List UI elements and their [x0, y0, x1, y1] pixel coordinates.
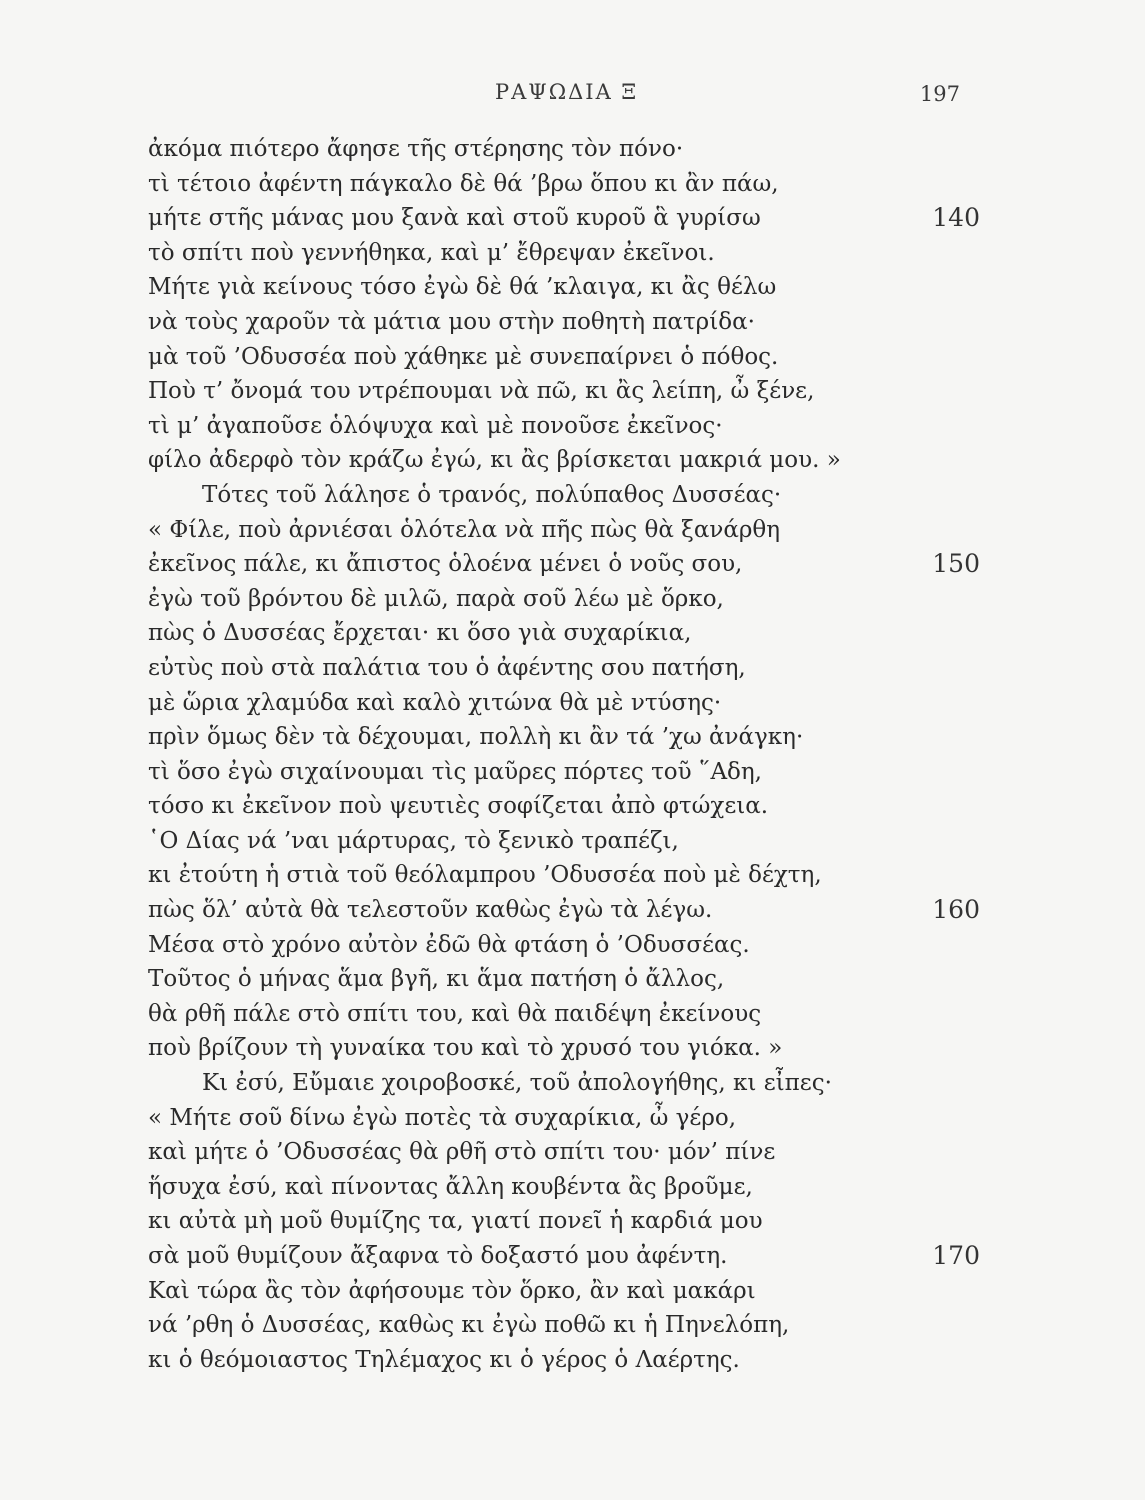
- line-number: 150: [932, 549, 980, 579]
- verse-line: [148, 305, 988, 340]
- verse-line-text: Μέσα στὸ χρόνο αὐτὸν ἐδῶ θὰ φτάση ὁ ’Οδυσσέας.: [148, 931, 750, 958]
- verse-line-text: εὐτὺς ποὺ στὰ παλάτια του ὁ ἀφέντης σου πατήση,: [148, 654, 746, 681]
- verse-line-text: καὶ μήτε ὁ ’Οδυσσέας θὰ ρθῆ στὸ σπίτι του· μόν’ πίνε: [148, 1139, 776, 1166]
- verse-line-text: μὰ τοῦ ’Οδυσσέα ποὺ χάθηκε μὲ συνεπαίρνει ὁ πόθος.: [148, 343, 779, 370]
- verse-line-text: πρὶν ὅμως δὲν τὰ δέχουμαι, πολλὴ κι ἂν τά ’χω ἀνάγκη·: [148, 724, 804, 751]
- verse-line: [148, 547, 988, 582]
- verse-line-text: ἀκόμα πιότερο ἄφησε τῆς στέρησης τὸν πόνο·: [148, 136, 684, 162]
- page-number: 197: [919, 82, 960, 106]
- verse-line: [148, 962, 988, 997]
- verse-line-text: μήτε στῆς μάνας μου ξανὰ καὶ στοῦ κυροῦ ἃ γυρίσω: [148, 205, 761, 232]
- line-number: 160: [932, 895, 980, 925]
- verse-line-text: τὶ μ’ ἀγαποῦσε ὁλόψυχα καὶ μὲ πονοῦσε ἐκεῖνος·: [148, 412, 723, 439]
- verse-line-text: ἐκεῖνος πάλε, κι ἄπιστος ὁλοένα μένει ὁ νοῦς σου,: [148, 551, 743, 578]
- verse-line: [148, 616, 988, 651]
- running-title: ΡΑΨΩΔΙΑ Ξ: [495, 80, 639, 104]
- verse-line-text: Τότες τοῦ λάλησε ὁ τρανός, πολύπαθος Δυσσέας·: [202, 481, 782, 508]
- verse-line: [148, 443, 988, 478]
- verse-block: [148, 132, 988, 1377]
- verse-line: [148, 340, 988, 375]
- verse-line-text: μὲ ὥρια χλαμύδα καὶ καλὸ χιτώνα θὰ μὲ ντύσης·: [148, 689, 722, 716]
- verse-line: [148, 789, 988, 824]
- verse-line: [148, 1239, 988, 1274]
- verse-line-text: ἥσυχα ἐσύ, καὶ πίνοντας ἄλλη κουβέντα ἂς βροῦμε,: [148, 1173, 753, 1200]
- verse-line-text: θὰ ρθῆ πάλε στὸ σπίτι του, καὶ θὰ παιδέψη ἐκείνους: [148, 1000, 762, 1027]
- verse-line: [148, 236, 988, 271]
- verse-line-text: ποὺ βρίζουν τὴ γυναίκα του καὶ τὸ χρυσό του γιόκα. »: [148, 1035, 783, 1062]
- verse-line-text: τὶ τέτοιο ἀφέντη πάγκαλο δὲ θά ’βρω ὅπου κι ἂν πάω,: [148, 170, 779, 197]
- verse-line-text: « Φίλε, ποὺ ἀρνιέσαι ὁλότελα νὰ πῆς πὼς θὰ ξανάρθη: [148, 516, 781, 543]
- verse-line: [148, 1101, 988, 1136]
- line-number: 170: [932, 1241, 980, 1270]
- verse-line: [148, 720, 988, 755]
- verse-line: [148, 513, 988, 548]
- verse-line-text: Καὶ τώρα ἂς τὸν ἀφήσουμε τὸν ὅρκο, ἂν καὶ μακάρι: [148, 1277, 756, 1304]
- verse-line-text: τόσο κι ἐκεῖνον ποὺ ψευτιὲς σοφίζεται ἀπὸ φτώχεια.: [148, 793, 769, 820]
- verse-line-text: Μήτε γιὰ κείνους τόσο ἐγὼ δὲ θά ’κλαιγα, κι ἂς θέλω: [148, 274, 777, 301]
- verse-line: [148, 374, 988, 409]
- verse-line: [148, 1135, 988, 1170]
- verse-line: [148, 651, 988, 686]
- verse-line: [148, 1308, 988, 1343]
- verse-line: [148, 686, 988, 721]
- verse-line: [148, 1066, 988, 1101]
- verse-line: [148, 858, 988, 893]
- verse-line: [148, 478, 988, 513]
- verse-line-text: ῾Ο Δίας νά ’ναι μάρτυρας, τὸ ξενικὸ τραπέζι,: [148, 827, 679, 854]
- verse-line-text: τὸ σπίτι ποὺ γεννήθηκα, καὶ μ’ ἔθρεψαν ἐκεῖνοι.: [148, 239, 715, 266]
- verse-line: [148, 1343, 988, 1378]
- verse-line-text: τὶ ὅσο ἐγὼ σιχαίνουμαι τὶς μαῦρες πόρτες τοῦ ῞Αδη,: [148, 758, 762, 785]
- verse-line: [148, 1031, 988, 1066]
- verse-line-text: κι αὐτὰ μὴ μοῦ θυμίζης τα, γιατί πονεῖ ἡ καρδιά μου: [148, 1208, 763, 1235]
- verse-line-text: σὰ μοῦ θυμίζουν ἄξαφνα τὸ δοξαστό μου ἀφέντη.: [148, 1243, 728, 1269]
- verse-line-text: φίλο ἀδερφὸ τὸν κράζω ἐγώ, κι ἂς βρίσκεται μακριά μου. »: [148, 447, 841, 474]
- verse-line: [148, 582, 988, 617]
- line-number: 140: [932, 203, 980, 233]
- verse-line: [148, 409, 988, 444]
- verse-line-text: κι ἐτούτη ἡ στιὰ τοῦ θεόλαμπρου ’Οδυσσέα ποὺ μὲ δέχτη,: [148, 862, 822, 889]
- verse-line: [148, 755, 988, 790]
- verse-line: [148, 893, 988, 928]
- verse-line-text: πὼς ὁ Δυσσέας ἔρχεται· κι ὅσο γιὰ συχαρίκια,: [148, 620, 692, 647]
- verse-line: [148, 270, 988, 305]
- page-header: [0, 80, 1145, 112]
- verse-line-text: κι ὁ θεόμοιαστος Τηλέμαχος κι ὁ γέρος ὁ Λαέρτης.: [148, 1346, 740, 1373]
- verse-line: [148, 167, 988, 202]
- verse-line-text: Τοῦτος ὁ μήνας ἅμα βγῆ, κι ἅμα πατήση ὁ ἄλλος,: [148, 966, 725, 993]
- verse-line: [148, 1274, 988, 1309]
- verse-line-text: ἐγὼ τοῦ βρόντου δὲ μιλῶ, παρὰ σοῦ λέω μὲ ὅρκο,: [148, 585, 724, 612]
- verse-line-text: Κι ἐσύ, Εὔμαιε χοιροβοσκέ, τοῦ ἀπολογήθης, κι εἶπες·: [202, 1070, 832, 1097]
- verse-line-text: « Μήτε σοῦ δίνω ἐγὼ ποτὲς τὰ συχαρίκια, ὦ γέρο,: [148, 1104, 737, 1131]
- verse-line: [148, 201, 988, 236]
- verse-line: [148, 997, 988, 1032]
- verse-line: [148, 928, 988, 963]
- verse-line: [148, 1170, 988, 1205]
- verse-line: [148, 1204, 988, 1239]
- verse-line-text: νά ’ρθη ὁ Δυσσέας, καθὼς κι ἐγὼ ποθῶ κι ἡ Πηνελόπη,: [148, 1312, 790, 1339]
- verse-line: [148, 132, 988, 167]
- verse-line-text: νὰ τοὺς χαροῦν τὰ μάτια μου στὴν ποθητὴ πατρίδα·: [148, 308, 755, 335]
- verse-line-text: πὼς ὅλ’ αὐτὰ θὰ τελεστοῦν καθὼς ἐγὼ τὰ λέγω.: [148, 897, 713, 924]
- verse-line: [148, 824, 988, 859]
- verse-line-text: Ποὺ τ’ ὄνομά του ντρέπουμαι νὰ πῶ, κι ἂς λείπη, ὦ ξένε,: [148, 378, 815, 405]
